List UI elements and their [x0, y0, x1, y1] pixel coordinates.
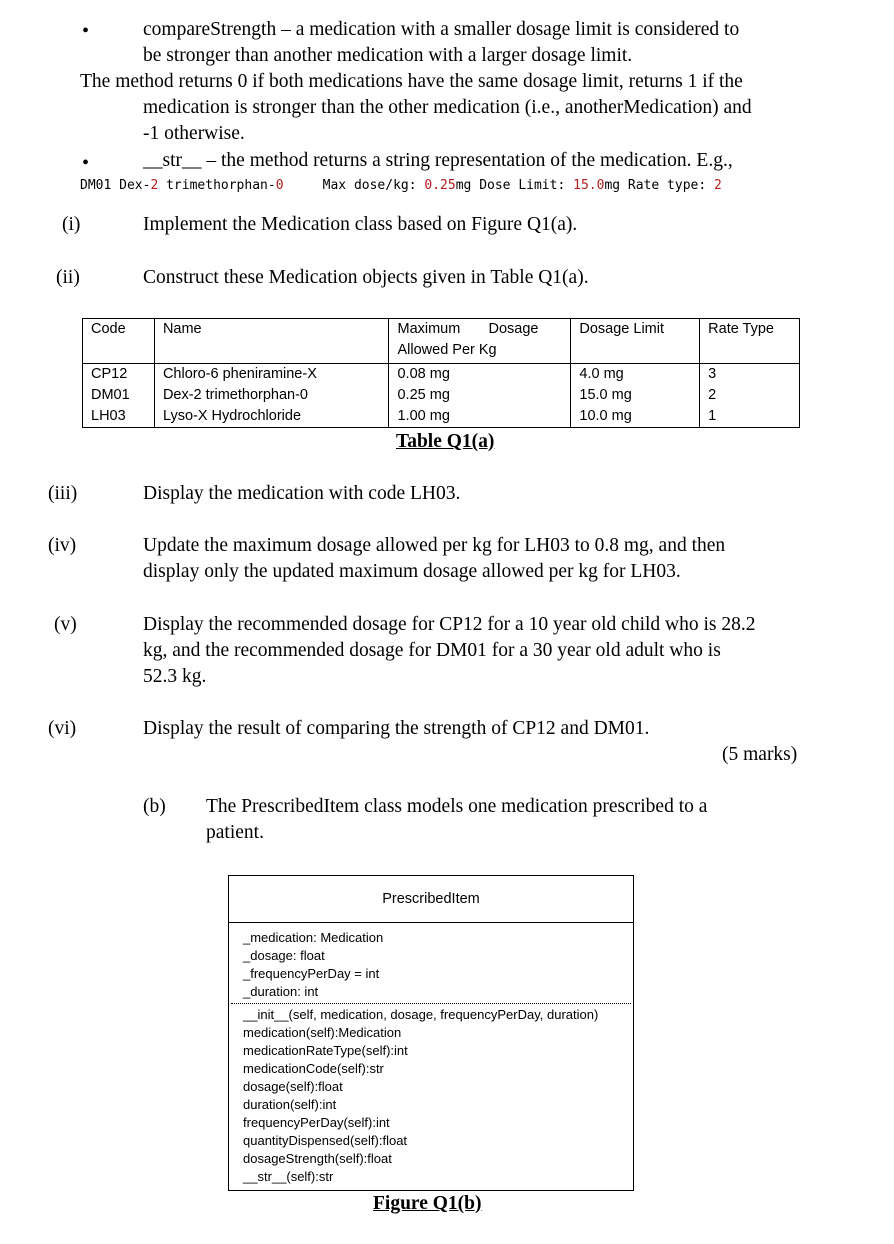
uml-operation: duration(self):int — [243, 1097, 337, 1112]
uml-attribute: _medication: Medication — [243, 930, 384, 945]
uml-operation: quantityDispensed(self):float — [243, 1133, 408, 1148]
part-label: (iii) — [48, 483, 78, 504]
uml-operation: dosageStrength(self):float — [243, 1151, 392, 1166]
part-b-text — [206, 794, 810, 846]
table-row — [83, 406, 800, 428]
cell-name: Dex-2 trimethorphan-0 — [154, 385, 389, 406]
cell-name: Lyso-X Hydrochloride — [154, 406, 389, 428]
text-line: be stronger than another medication with a larger dosage limit. — [143, 45, 633, 66]
figure-caption: Figure Q1(b) — [373, 1193, 482, 1214]
uml-class-box — [228, 875, 634, 1191]
header-line: Maximum Dosage — [397, 321, 539, 337]
header-line: Allowed Per Kg — [397, 342, 497, 358]
cell-rate-type: 1 — [700, 406, 800, 428]
uml-operation: frequencyPerDay(self):int — [243, 1115, 390, 1130]
example-number: 2 — [150, 178, 159, 193]
uml-attributes — [229, 923, 633, 1003]
part-text: Display the medication with code LH03. — [143, 483, 461, 504]
marks-label: (5 marks) — [722, 744, 798, 765]
uml-operations — [229, 1004, 633, 1190]
text-line: 52.3 kg. — [143, 666, 207, 687]
table-row — [83, 364, 800, 386]
part-label: (v) — [54, 614, 77, 635]
example-text: mg Dose Limit: — [455, 178, 574, 193]
cell-dosage-limit: 10.0 mg — [571, 406, 700, 428]
part-text: Display the result of comparing the strength of CP12 and DM01. — [143, 718, 650, 739]
cell-code: LH03 — [83, 406, 155, 428]
part-text — [143, 533, 809, 585]
medication-table — [82, 318, 800, 428]
cell-max-dosage: 0.08 mg — [389, 364, 571, 386]
header-name: Name — [154, 319, 389, 364]
part-text: Construct these Medication objects given in Table Q1(a). — [143, 267, 589, 288]
return-description — [80, 69, 810, 147]
cell-max-dosage: 1.00 mg — [389, 406, 571, 428]
example-text: trimethorphan- — [158, 178, 276, 193]
cell-code: CP12 — [83, 364, 155, 386]
uml-operation: __str__(self):str — [243, 1169, 334, 1184]
uml-class-name: PrescribedItem — [229, 876, 633, 923]
part-label: (vi) — [48, 718, 77, 739]
cell-dosage-limit: 4.0 mg — [571, 364, 700, 386]
compare-strength-description — [143, 17, 809, 69]
uml-attribute: _duration: int — [243, 984, 319, 999]
text-line: Update the maximum dosage allowed per kg for LH03 to 0.8 mg, and then — [143, 535, 726, 556]
text-line: patient. — [206, 822, 264, 843]
table-row — [83, 385, 800, 406]
cell-name: Chloro-6 pheniramine-X — [154, 364, 389, 386]
uml-operation: dosage(self):float — [243, 1079, 343, 1094]
text-line: The PrescribedItem class models one medication prescribed to a — [206, 796, 708, 817]
part-label: (i) — [62, 214, 81, 235]
cell-rate-type: 2 — [700, 385, 800, 406]
example-number: 0.25 — [424, 178, 456, 193]
text-line: medication is stronger than the other medication (i.e., anotherMedication) and — [143, 97, 752, 118]
text-line: kg, and the recommended dosage for DM01 for a 30 year old adult who is — [143, 640, 721, 661]
str-example-output — [80, 177, 722, 195]
str-description: __str__ – the method returns a string representation of the medication. E.g., — [143, 150, 733, 171]
cell-code: DM01 — [83, 385, 155, 406]
example-number: 15.0 — [573, 178, 605, 193]
table-header-row — [83, 319, 800, 364]
uml-operation: __init__(self, medication, dosage, frequencyPerDay, duration) — [243, 1007, 599, 1022]
header-rate-type: Rate Type — [700, 319, 800, 364]
text-line: The method returns 0 if both medications have the same dosage limit, returns 1 if the — [80, 71, 743, 92]
example-number: 0 — [275, 178, 284, 193]
header-code: Code — [83, 319, 155, 364]
text-line: -1 otherwise. — [143, 123, 245, 144]
text-line: compareStrength – a medication with a smaller dosage limit is considered to — [143, 19, 740, 40]
text-line: display only the updated maximum dosage allowed per kg for LH03. — [143, 561, 681, 582]
cell-rate-type: 3 — [700, 364, 800, 386]
header-dosage-limit: Dosage Limit — [571, 319, 700, 364]
text-line: Display the recommended dosage for CP12 for a 10 year old child who is 28.2 — [143, 614, 756, 635]
example-text: DM01 Dex- — [80, 178, 151, 193]
bullet: • — [82, 20, 90, 42]
part-label: (iv) — [48, 535, 77, 556]
part-text: Implement the Medication class based on Figure Q1(a). — [143, 214, 578, 235]
example-text: Max dose/kg: — [283, 178, 425, 193]
uml-attribute: _frequencyPerDay = int — [243, 966, 380, 981]
uml-operation: medicationCode(self):str — [243, 1061, 384, 1076]
cell-max-dosage: 0.25 mg — [389, 385, 571, 406]
table-caption: Table Q1(a) — [396, 431, 495, 452]
cell-dosage-limit: 15.0 mg — [571, 385, 700, 406]
example-text: mg Rate type: — [604, 178, 715, 193]
example-number: 2 — [714, 178, 722, 193]
header-max-dosage — [389, 319, 571, 364]
part-text — [143, 612, 809, 690]
uml-operation: medicationRateType(self):int — [243, 1043, 408, 1058]
bullet: • — [82, 152, 90, 174]
part-b-label: (b) — [143, 796, 166, 817]
uml-operation: medication(self):Medication — [243, 1025, 402, 1040]
part-label: (ii) — [56, 267, 80, 288]
uml-attribute: _dosage: float — [243, 948, 325, 963]
